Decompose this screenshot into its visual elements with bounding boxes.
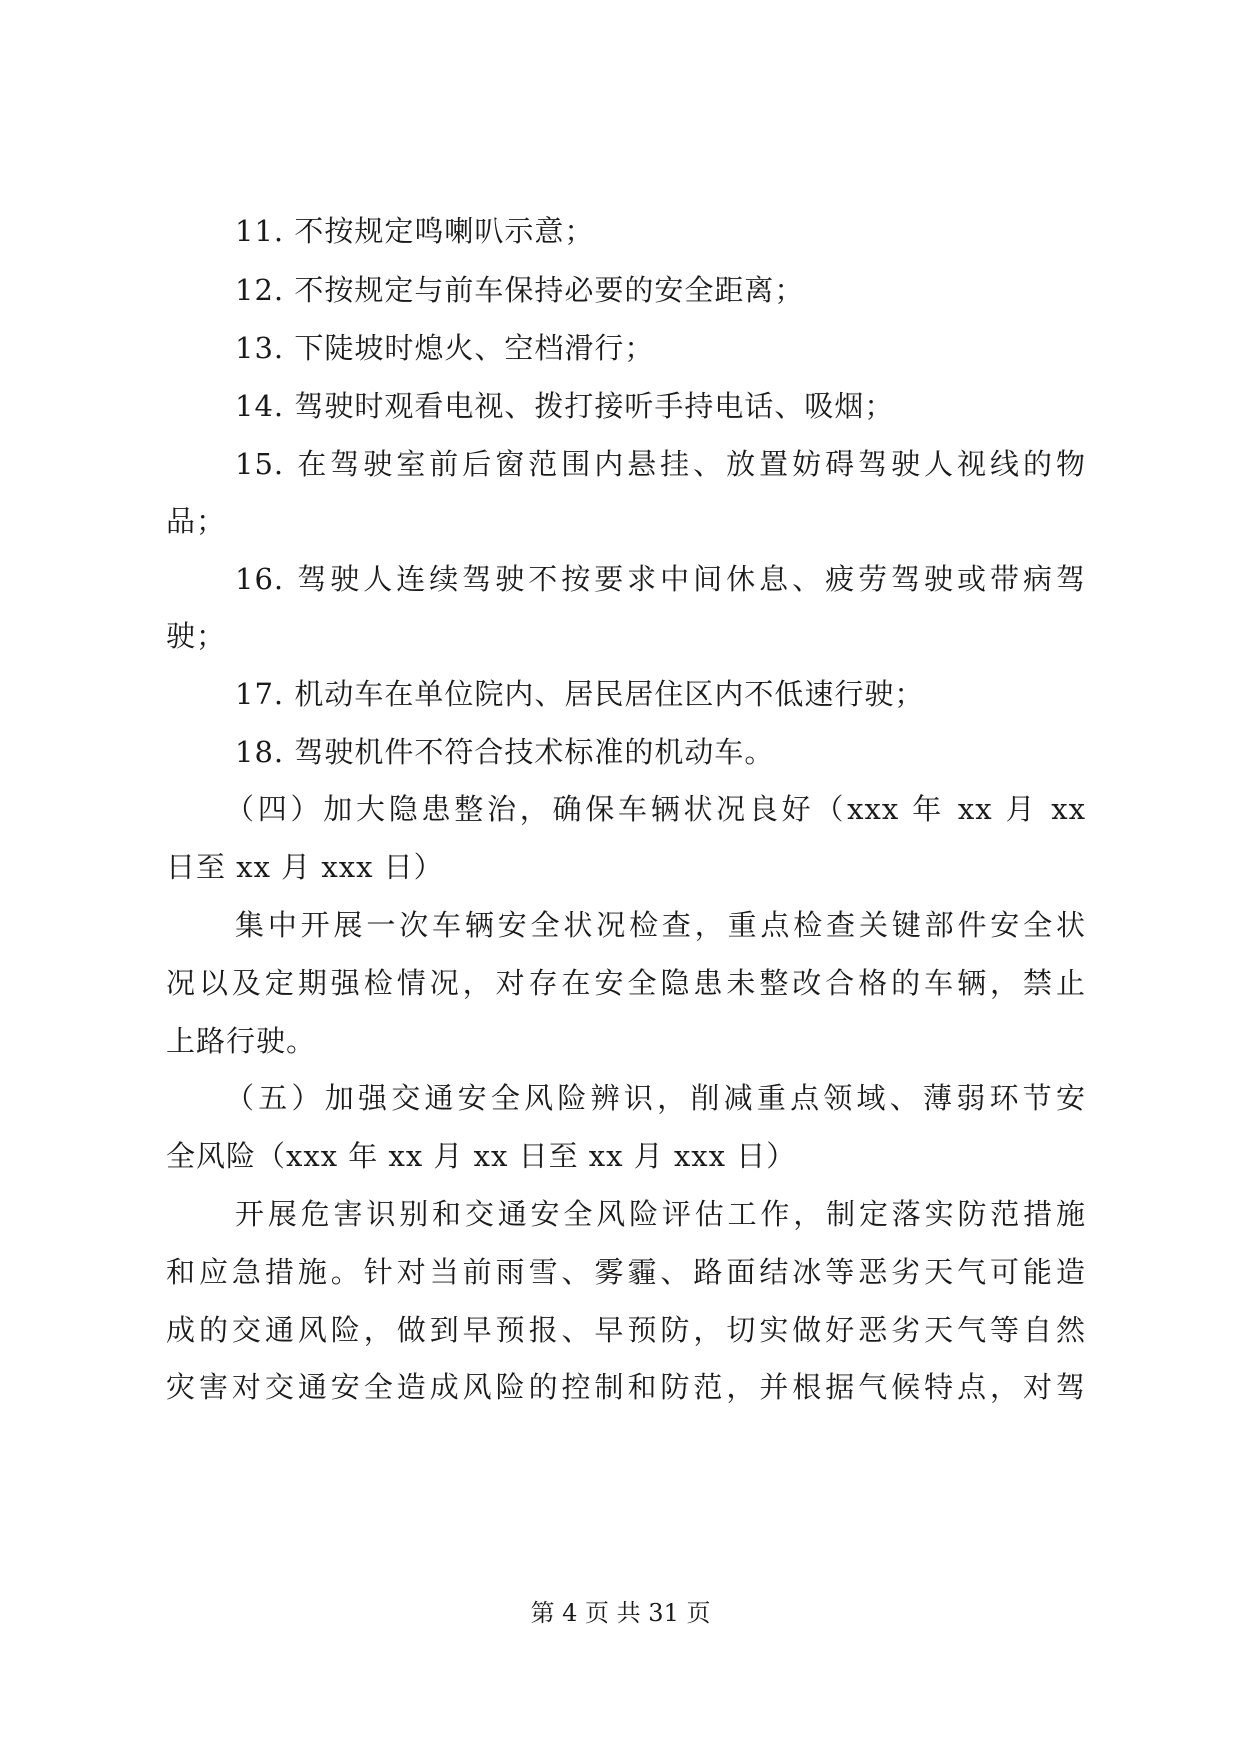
list-item-11: 11. 不按规定鸣喇叭示意； <box>235 214 595 248</box>
paragraph-line: 成的交通风险，做到早预报、早预防，切实做好恶劣天气等自然 <box>166 1313 1086 1347</box>
list-item-16-continued: 驶； <box>166 619 227 653</box>
section-heading-4-continued: 日至 xx 月 xxx 日） <box>166 850 444 884</box>
list-item-17: 17. 机动车在单位院内、居民居住区内不低速行驶； <box>235 677 925 711</box>
list-item-12: 12. 不按规定与前车保持必要的安全距离； <box>235 273 805 307</box>
paragraph-line: 况以及定期强检情况，对存在安全隐患未整改合格的车辆，禁止 <box>166 966 1086 1000</box>
paragraph-line: 集中开展一次车辆安全状况检查，重点检查关键部件安全状 <box>235 908 1086 942</box>
list-item-15-continued: 品； <box>166 504 227 538</box>
page-footer: 第 4 页 共 31 页 <box>530 1599 711 1627</box>
paragraph-line: 灾害对交通安全造成风险的控制和防范，并根据气候特点，对驾 <box>166 1370 1086 1404</box>
paragraph-line: 开展危害识别和交通安全风险评估工作，制定落实防范措施 <box>235 1197 1086 1231</box>
section-heading-5-continued: 全风险（xxx 年 xx 月 xx 日至 xx 月 xxx 日） <box>166 1139 797 1173</box>
section-heading-5: （五）加强交通安全风险辨识，削减重点领域、薄弱环节安 <box>225 1081 1086 1115</box>
list-item-14: 14. 驾驶时观看电视、拨打接听手持电话、吸烟； <box>235 389 895 423</box>
list-item-15: 15. 在驾驶室前后窗范围内悬挂、放置妨碍驾驶人视线的物 <box>235 447 1086 481</box>
list-item-13: 13. 下陡坡时熄火、空档滑行； <box>235 331 655 365</box>
list-item-16: 16. 驾驶人连续驾驶不按要求中间休息、疲劳驾驶或带病驾 <box>235 562 1086 596</box>
section-heading-4: （四）加大隐患整治，确保车辆状况良好（xxx 年 xx 月 xx <box>225 792 1086 826</box>
paragraph-line: 上路行驶。 <box>166 1024 317 1058</box>
paragraph-line: 和应急措施。针对当前雨雪、雾霾、路面结冰等恶劣天气可能造 <box>166 1255 1086 1289</box>
list-item-18: 18. 驾驶机件不符合技术标准的机动车。 <box>235 735 775 769</box>
